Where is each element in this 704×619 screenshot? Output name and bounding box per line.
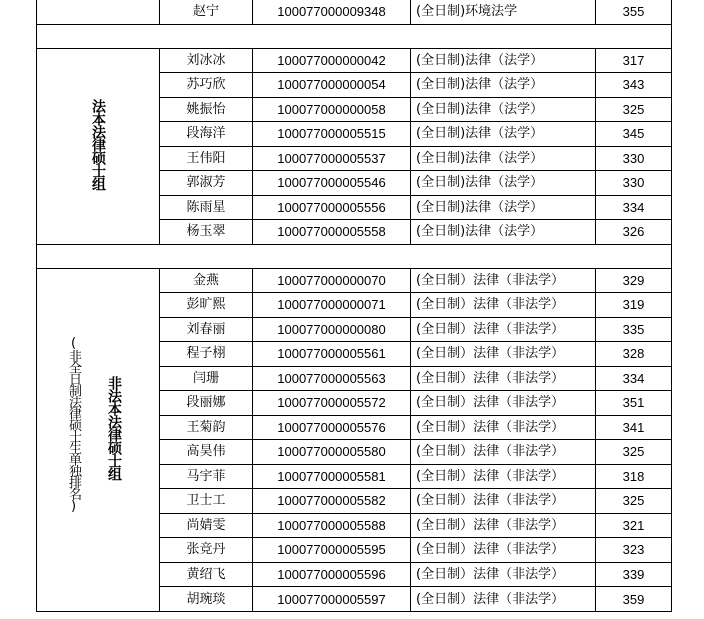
student-name: 卫士工: [160, 489, 253, 514]
major-field: (全日制）法律（非法学）: [411, 342, 596, 367]
score-value: 341: [596, 415, 672, 440]
exam-id: 100077000000054: [253, 73, 411, 98]
major-field: (全日制)法律（法学）: [411, 146, 596, 171]
student-name: 杨玉翠: [160, 220, 253, 245]
major-field: (全日制)法律（法学）: [411, 122, 596, 147]
score-value: 318: [596, 464, 672, 489]
score-value: 325: [596, 440, 672, 465]
student-name: 尚婧雯: [160, 513, 253, 538]
student-name: 马宇菲: [160, 464, 253, 489]
exam-id: 100077000009348: [253, 0, 411, 24]
major-field: (全日制）法律（非法学）: [411, 317, 596, 342]
exam-id: 100077000005558: [253, 220, 411, 245]
student-name: 张竞丹: [160, 538, 253, 563]
divider-cell: [37, 24, 672, 48]
major-field: (全日制）法律（非法学）: [411, 489, 596, 514]
exam-id: 100077000005537: [253, 146, 411, 171]
student-name: 金燕: [160, 268, 253, 293]
student-name: 段丽娜: [160, 391, 253, 416]
student-name: 王伟阳: [160, 146, 253, 171]
score-value: 317: [596, 48, 672, 73]
student-name: 彭旷熙: [160, 293, 253, 318]
exam-id: 100077000005556: [253, 195, 411, 220]
score-value: 334: [596, 366, 672, 391]
score-value: 330: [596, 146, 672, 171]
exam-id: 100077000000071: [253, 293, 411, 318]
major-field: (全日制)法律（法学）: [411, 48, 596, 73]
student-name: 刘冰冰: [160, 48, 253, 73]
exam-id: 100077000000042: [253, 48, 411, 73]
exam-id: 100077000005582: [253, 489, 411, 514]
score-value: 323: [596, 538, 672, 563]
exam-id: 100077000000070: [253, 268, 411, 293]
group-cell: [37, 0, 160, 24]
major-field: (全日制）法律（非法学）: [411, 366, 596, 391]
exam-id: 100077000005581: [253, 464, 411, 489]
score-value: 325: [596, 489, 672, 514]
student-name: 黄绍飞: [160, 562, 253, 587]
score-value: 328: [596, 342, 672, 367]
exam-id: 100077000005563: [253, 366, 411, 391]
exam-id: 100077000005595: [253, 538, 411, 563]
score-value: 359: [596, 587, 672, 612]
section-divider-row: [37, 244, 672, 268]
student-name: 赵宁: [160, 0, 253, 24]
group-label-container: [37, 270, 157, 610]
score-value: 321: [596, 513, 672, 538]
student-name: 陈雨星: [160, 195, 253, 220]
divider-cell: [37, 244, 672, 268]
exam-id: 100077000005576: [253, 415, 411, 440]
score-value: 339: [596, 562, 672, 587]
student-name: 高昊伟: [160, 440, 253, 465]
exam-id: 100077000005580: [253, 440, 411, 465]
group-note-part-time: (非全日制法律硕士生单独排名): [66, 335, 81, 513]
major-field: (全日制)环境法学: [411, 0, 596, 24]
group-label-law-background: 法本法律硕士组: [90, 99, 106, 190]
major-field: (全日制）法律（非法学）: [411, 415, 596, 440]
exam-id: 100077000005546: [253, 171, 411, 196]
group-label-cell: [37, 268, 160, 612]
major-field: (全日制）法律（非法学）: [411, 293, 596, 318]
score-value: 330: [596, 171, 672, 196]
major-field: (全日制）法律（非法学）: [411, 268, 596, 293]
score-value: 329: [596, 268, 672, 293]
group-label-cell: [37, 48, 160, 244]
exam-id: 100077000005572: [253, 391, 411, 416]
admission-list-table: [36, 0, 672, 612]
student-name: 闫珊: [160, 366, 253, 391]
exam-id: 100077000005561: [253, 342, 411, 367]
major-field: (全日制)法律（法学）: [411, 97, 596, 122]
major-field: (全日制)法律（法学）: [411, 220, 596, 245]
score-value: 326: [596, 220, 672, 245]
student-name: 刘春丽: [160, 317, 253, 342]
score-value: 351: [596, 391, 672, 416]
score-value: 355: [596, 0, 672, 24]
section-divider-row: [37, 24, 672, 48]
exam-id: 100077000000058: [253, 97, 411, 122]
major-field: (全日制)法律（法学）: [411, 195, 596, 220]
major-field: (全日制）法律（非法学）: [411, 391, 596, 416]
student-name: 程子栩: [160, 342, 253, 367]
group-label-non-law-background: 非法本法律硕士组: [106, 375, 122, 480]
table-row: [37, 48, 672, 73]
exam-id: 100077000000080: [253, 317, 411, 342]
table-row: [37, 0, 672, 24]
student-name: 胡琬琰: [160, 587, 253, 612]
major-field: (全日制）法律（非法学）: [411, 440, 596, 465]
student-name: 苏巧欣: [160, 73, 253, 98]
score-value: 325: [596, 97, 672, 122]
major-field: (全日制）法律（非法学）: [411, 587, 596, 612]
score-value: 345: [596, 122, 672, 147]
exam-id: 100077000005515: [253, 122, 411, 147]
major-field: (全日制)法律（法学）: [411, 73, 596, 98]
score-value: 335: [596, 317, 672, 342]
exam-id: 100077000005588: [253, 513, 411, 538]
major-field: (全日制)法律（法学）: [411, 171, 596, 196]
major-field: (全日制）法律（非法学）: [411, 464, 596, 489]
student-name: 姚振怡: [160, 97, 253, 122]
score-value: 319: [596, 293, 672, 318]
major-field: (全日制）法律（非法学）: [411, 513, 596, 538]
table-row: [37, 268, 672, 293]
exam-id: 100077000005596: [253, 562, 411, 587]
score-value: 334: [596, 195, 672, 220]
exam-id: 100077000005597: [253, 587, 411, 612]
major-field: (全日制）法律（非法学）: [411, 562, 596, 587]
student-name: 段海洋: [160, 122, 253, 147]
student-name: 郭淑芳: [160, 171, 253, 196]
student-name: 王菊韵: [160, 415, 253, 440]
major-field: (全日制）法律（非法学）: [411, 538, 596, 563]
score-value: 343: [596, 73, 672, 98]
